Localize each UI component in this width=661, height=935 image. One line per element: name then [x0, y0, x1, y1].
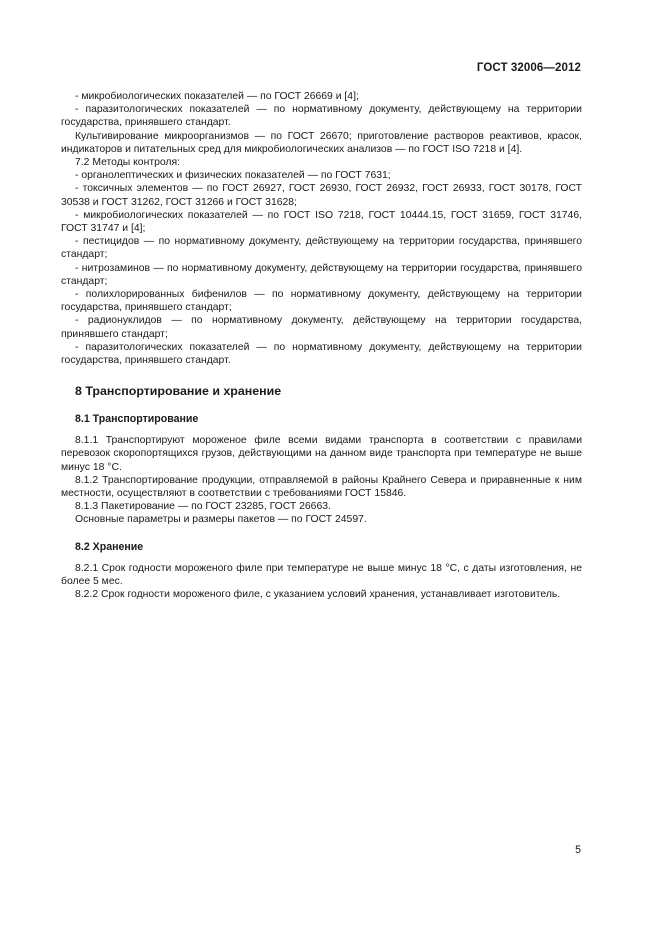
paragraph: - микробиологических показателей — по ГОСТ ISO 7218, ГОСТ 10444.15, ГОСТ 31659, ГОСТ 31746, ГОСТ 31747 и [4]; — [61, 209, 582, 235]
control-methods-block — [61, 90, 582, 367]
paragraph: - органолептических и физических показателей — по ГОСТ 7631; — [75, 170, 391, 182]
paragraph: - пестицидов — по нормативному документу, действующему на территории государства, принявшего стандарт; — [61, 236, 582, 261]
paragraph: - токсичных элементов — по ГОСТ 26927, ГОСТ 26930, ГОСТ 26932, ГОСТ 26933, ГОСТ 30178, ГОСТ 30538 и ГОСТ 31262, ГОСТ 31266 и ГОСТ 31628; — [61, 183, 582, 208]
paragraph: - нитрозаминов — по нормативному документу, действующему на территории государства, принявшего стандарт; — [61, 262, 582, 287]
paragraph: - паразитологических показателей — по нормативному документу, действующему на территории государства, принявшего стандарт. — [61, 104, 582, 129]
paragraph: - микробиологических показателей — по ГОСТ 26669 и [4]; — [75, 91, 359, 102]
paragraph: - паразитологических показателей — по нормативному документу, действующему на территории государства, принявшего стандарт. — [61, 341, 582, 367]
subsection-heading: 8.2 Хранение — [75, 540, 144, 553]
paragraph: 8.2.2 Срок годности мороженого филе, с указанием условий хранения, устанавливает изготовитель. — [75, 589, 561, 601]
paragraph: 8.2.1 Срок годности мороженого филе при температуре не выше минус 18 °С, с даты изготовления, не более 5 мес. — [61, 562, 582, 587]
paragraph: 8.1.1 Транспортируют мороженое филе всеми видами транспорта в соответствии с правилами перевозок скоропортящихся грузов, действующими на данном виде транспорта при температуре не выше минус 18 °С. — [61, 435, 582, 473]
subsection-heading: 8.1 Транспортирование — [75, 413, 199, 426]
paragraph: - полихлорированных бифенилов — по нормативному документу, действующему на территории государства, принявшего стандарт; — [61, 289, 582, 314]
page-content — [61, 90, 582, 601]
page-number: 5 — [575, 844, 581, 856]
paragraph: - радионуклидов — по нормативному документу, действующему на территории государства, принявшего стандарт; — [61, 315, 582, 340]
storage-block — [61, 562, 582, 602]
paragraph: Основные параметры и размеры пакетов — по ГОСТ 24597. — [75, 514, 367, 526]
standard-code: ГОСТ 32006—2012 — [476, 62, 581, 74]
section-heading: 8 Транспортирование и хранение — [75, 384, 282, 399]
paragraph: 7.2 Методы контроля: — [75, 157, 180, 169]
transport-block — [61, 434, 582, 526]
paragraph: Культивирование микроорганизмов — по ГОСТ 26670; приготовление растворов реактивов, красок, индикаторов и питательных сред для микробиологических анализов — по ГОСТ ISO 7218 и [4]. — [61, 130, 582, 155]
paragraph: 8.1.3 Пакетирование — по ГОСТ 23285, ГОСТ 26663. — [75, 501, 331, 513]
paragraph: 8.1.2 Транспортирование продукции, отправляемой в районы Крайнего Севера и приравненные к ним местности, осуществляют в соответствии с требованиями ГОСТ 15846. — [61, 474, 582, 500]
